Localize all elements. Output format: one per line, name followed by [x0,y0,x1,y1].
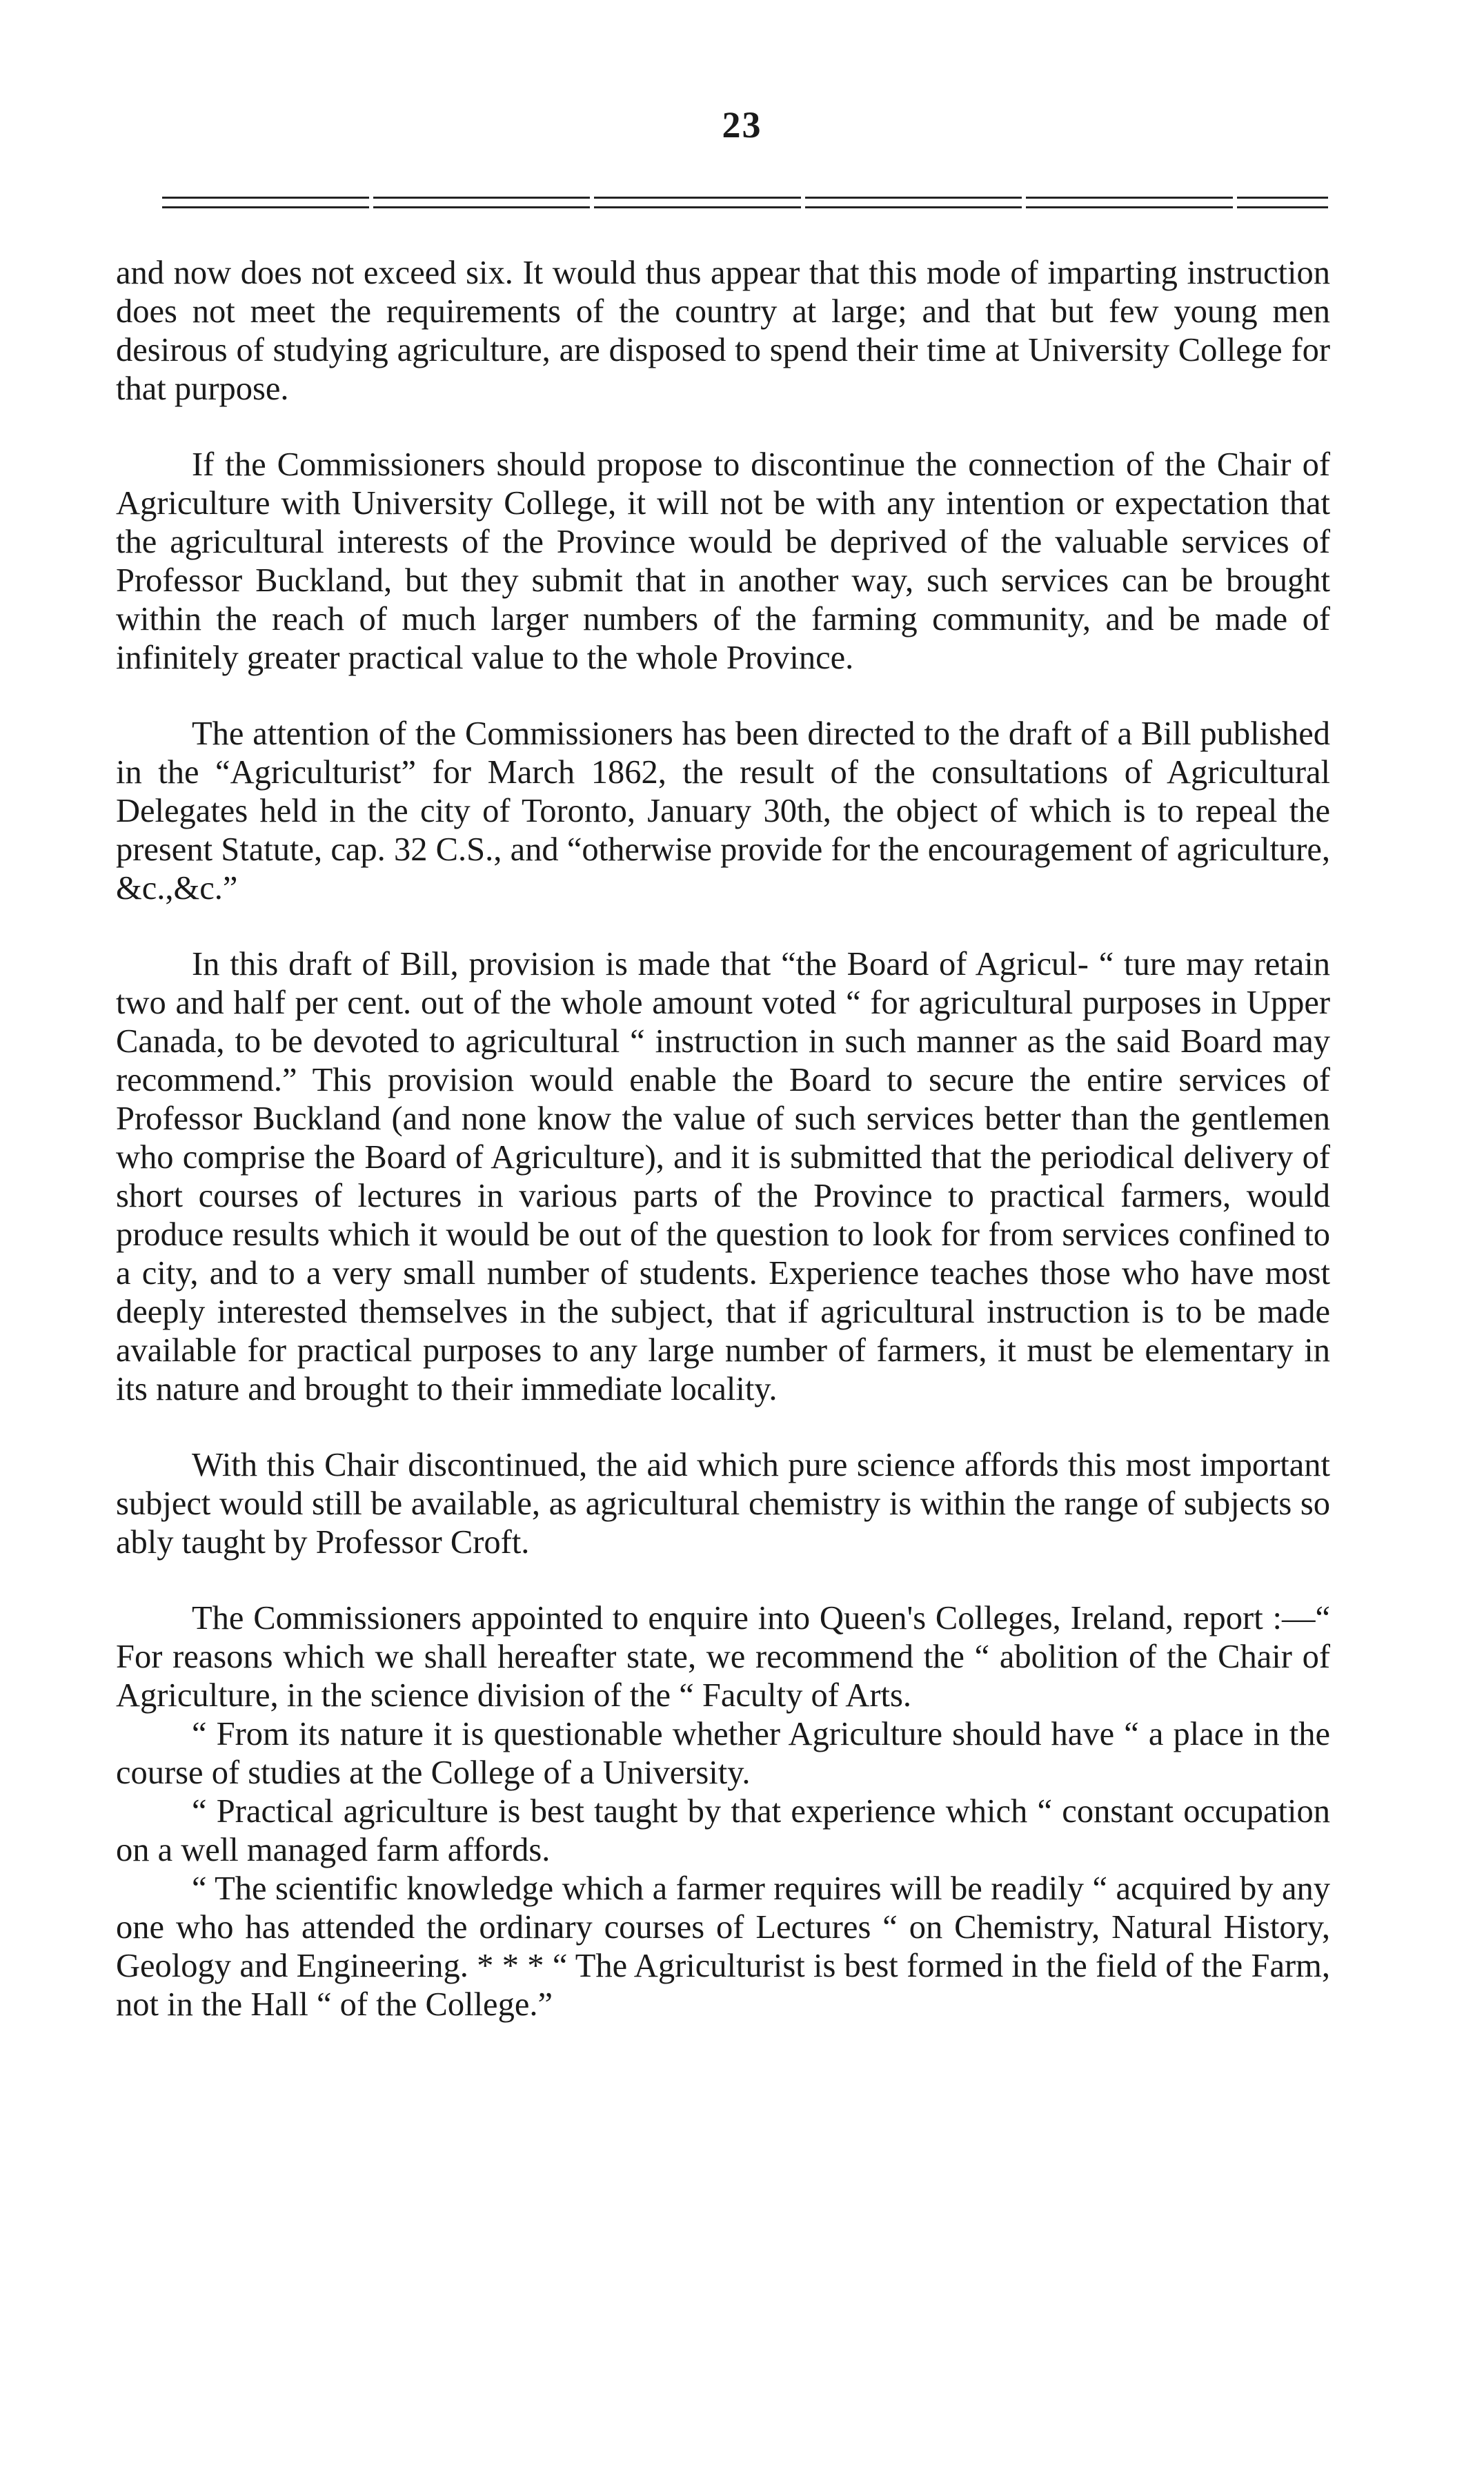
paragraph-draft-bill: The attention of the Commissioners has been directed to the draft of a Bill published in the “Agriculturist” for March 1862, the result of the consultations of Agricultural Delegates held in the city of Toronto, January 30th, the object of which is to repeal the present Statute, cap. 32 C.S., and “otherwise provide for the encouragement of agriculture, &c.,&c.” [116,715,1330,907]
paragraph-continuation: and now does not exceed six. It would thus appear that this mode of imparting instruction does not meet the requirements of the country at large; and that but few young men desirous of studying agriculture, are disposed to spend their time at University College for that purpose. [116,255,1330,407]
header-rule [162,197,1328,212]
header-rule-bottom [162,206,1328,208]
paragraph-chair-connection: If the Commissioners should propose to discontinue the connection of the Chair of Agriculture with University College, it will not be with any intention or expectation that the agricultural interests of the Province would be deprived of the valuable services of Professor Buckland, but they submit that in another way, such services can be brought within the reach of much larger numbers of the farming community, and be made of infinitely greater practical value to the whole Province. [116,446,1330,676]
quote-scientific-knowledge: “ The scientific knowledge which a farmer requires will be readily “ acquired by any one who has attended the ordinary courses of Lectures “ on Chemistry, Natural History, Geology and Engineering. * * * “ The Agriculturist is best formed in the field of the Farm, not in the Hall “ of the College.” [116,1870,1330,2023]
paragraph-board-provision: In this draft of Bill, provision is made that “the Board of Agricul- “ ture may retain two and half per cent. out of the whole amount voted “ for agricultural purposes in Upper Canada, to be devoted to agricultural “ instruction in such manner as the said Board may recommend.” This provision would enable the Board to secure the entire services of Professor Buckland (and none know the value of such services better than the gentlemen who comprise the Board of Agriculture), and it is submitted that the periodical delivery of short courses of lectures in various parts of the Province to practical farmers, would produce results which it would be out of the question to look for from services confined to a city, and to a very small number of students. Experience teaches those who have most deeply interested themselves in the subject, that if agricultural instruction is to be made available for practical purposes to any large number of farmers, it must be elementary in its nature and brought to their immediate locality. [116,946,1330,1407]
body-text [116,254,1330,2024]
paragraph-queens-colleges-report: The Commissioners appointed to enquire into Queen's Colleges, Ireland, report :—“ For reasons which we shall hereafter state, we recommend the “ abolition of the Chair of Agriculture, in the science division of the “ Faculty of Arts. [116,1600,1330,1714]
page-number: 23 [722,104,762,146]
paragraph-chair-discontinued: With this Chair discontinued, the aid which pure science affords this most important subject would still be available, as agricultural chemistry is within the range of subjects so ably taught by Professor Croft. [116,1447,1330,1561]
quote-agriculture-place: “ From its nature it is questionable whether Agriculture should have “ a place in the course of studies at the College of a University. [116,1716,1330,1791]
header-rule-top [162,197,1328,199]
quote-practical-agriculture: “ Practical agriculture is best taught by that experience which “ constant occupation on a well managed farm affords. [116,1793,1330,1868]
